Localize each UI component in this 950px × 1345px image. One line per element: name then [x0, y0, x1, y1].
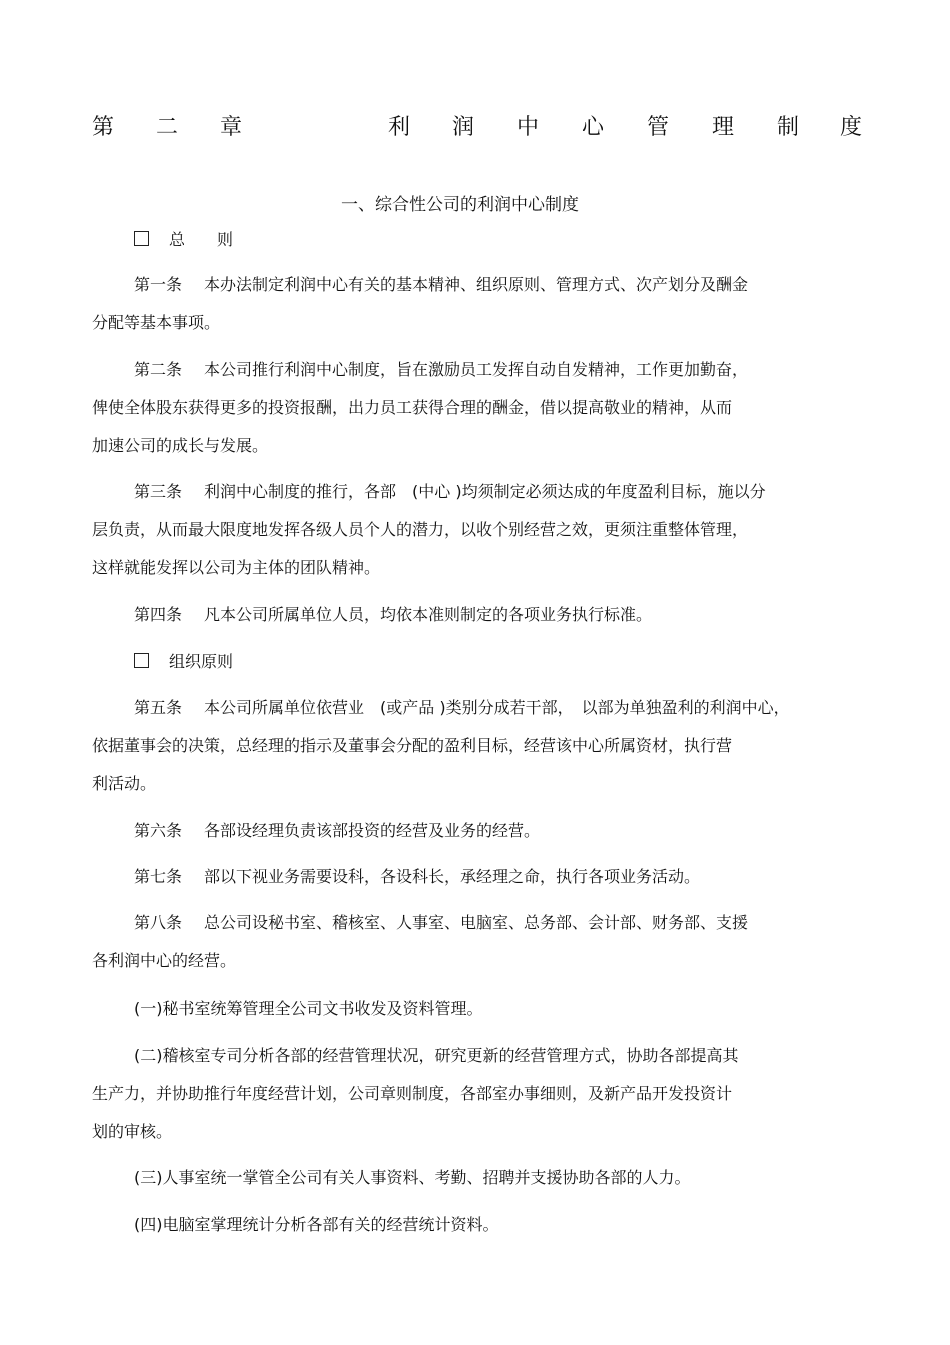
list-item — [92, 1213, 852, 1251]
paragraph-text: 各部设经理负责该部投资的经营及业务的经营。 — [204, 821, 541, 840]
paragraph-line: 依据董事会的决策，总经理的指示及董事会分配的盈利目标，经营该中心所属资材，执行营 — [92, 736, 733, 755]
article-label: 第四条 — [134, 605, 183, 624]
paragraph-text: 本办法制定利润中心有关的基本精神、组织原则、管理方式、次产划分及酬金 — [204, 275, 749, 294]
paragraph-line: 加速公司的成长与发展。 — [92, 436, 269, 455]
checkbox-square-icon — [134, 231, 149, 246]
list-item — [92, 1044, 852, 1158]
heading-general-label: 总 则 — [169, 230, 234, 249]
paragraph-line: (四)电脑室掌理统计分析各部有关的经营统计资料。 — [134, 1215, 499, 1234]
article-label: 第三条 — [134, 482, 183, 501]
article-paragraph — [92, 603, 852, 641]
paragraph-line: 生产力，并协助推行年度经营计划，公司章则制度，各部室办事细则，及新产品开发投资计 — [92, 1084, 733, 1103]
chapter-title-char: 利 — [388, 115, 411, 140]
paragraph-text: 利润中心制度的推行，各部 (中心 )均须制定必须达成的年度盈利目标，施以分 — [204, 482, 766, 501]
article-paragraph — [92, 911, 852, 987]
article-paragraph — [92, 865, 852, 903]
article-label: 第二条 — [134, 360, 183, 379]
heading-general — [134, 228, 233, 252]
paragraph-line — [92, 696, 852, 720]
paragraph-line: (一)秘书室统筹管理全公司文书收发及资料管理。 — [134, 999, 483, 1018]
heading-organization — [134, 650, 233, 674]
paragraph-line: (三)人事室统一掌管全公司有关人事资料、考勤、招聘并支援协助各部的人力。 — [134, 1168, 691, 1187]
paragraph-text: 总公司设秘书室、稽核室、人事室、电脑室、总务部、会计部、财务部、支援 — [204, 913, 749, 932]
paragraph-line: (二)稽核室专司分析各部的经营管理状况，研究更新的经营管理方式，协助各部提高其 — [134, 1046, 739, 1065]
list-item — [92, 997, 852, 1035]
chapter-title-char: 心 — [582, 115, 605, 140]
paragraph-line — [92, 603, 852, 627]
section-title: 一、综合性公司的利润中心制度 — [341, 195, 579, 215]
article-paragraph — [92, 696, 852, 810]
paragraph-line: 划的审核。 — [92, 1122, 173, 1141]
paragraph-line — [92, 911, 852, 935]
article-paragraph — [92, 358, 852, 472]
paragraph-text: 本公司推行利润中心制度，旨在激励员工发挥自动自发精神，工作更加勤奋， — [204, 360, 749, 379]
chapter-title-char: 二 — [156, 115, 179, 140]
paragraph-line — [92, 480, 852, 504]
paragraph-line — [92, 819, 852, 843]
paragraph-line — [92, 865, 852, 889]
paragraph-line: 各利润中心的经营。 — [92, 951, 237, 970]
chapter-title-char: 制 — [777, 115, 800, 140]
chapter-title-char: 章 — [220, 115, 243, 140]
checkbox-square-icon — [134, 653, 149, 668]
paragraph-line: 层负责，从而最大限度地发挥各级人员个人的潜力，以收个别经营之效，更须注重整体管理， — [92, 520, 749, 539]
article-label: 第七条 — [134, 867, 183, 886]
paragraph-line: 利活动。 — [92, 774, 157, 793]
chapter-title-char: 第 — [92, 115, 115, 140]
list-item — [92, 1166, 852, 1204]
article-label: 第六条 — [134, 821, 183, 840]
paragraph-line: 这样就能发挥以公司为主体的团队精神。 — [92, 558, 381, 577]
paragraph-text: 部以下视业务需要设科，各设科长，承经理之命，执行各项业务活动。 — [204, 867, 701, 886]
chapter-title-char: 润 — [452, 115, 475, 140]
paragraph-line: 分配等基本事项。 — [92, 313, 221, 332]
heading-organization-label: 组织原则 — [169, 652, 234, 671]
paragraph-text: 本公司所属单位依营业 (或产品 )类别分成若干部， 以部为单独盈利的利润中心， — [204, 698, 790, 717]
paragraph-line — [92, 273, 852, 297]
article-label: 第五条 — [134, 698, 183, 717]
chapter-title-char: 管 — [647, 115, 670, 140]
paragraph-text: 凡本公司所属单位人员，均依本准则制定的各项业务执行标准。 — [204, 605, 653, 624]
paragraph-line: 俾使全体股东获得更多的投资报酬，出力员工获得合理的酬金，借以提高敬业的精神，从而 — [92, 398, 733, 417]
chapter-title-char: 中 — [517, 115, 540, 140]
article-label: 第八条 — [134, 913, 183, 932]
chapter-title-char: 度 — [840, 115, 863, 140]
chapter-title — [92, 113, 862, 143]
chapter-title-char: 理 — [712, 115, 735, 140]
article-paragraph — [92, 480, 852, 594]
article-paragraph — [92, 273, 852, 349]
article-label: 第一条 — [134, 275, 183, 294]
article-paragraph — [92, 819, 852, 857]
paragraph-line — [92, 358, 852, 382]
